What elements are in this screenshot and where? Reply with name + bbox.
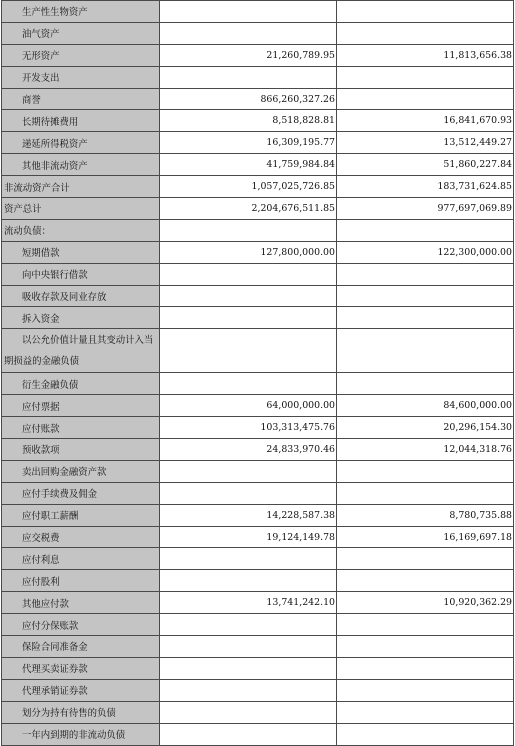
value-cell-prior [337,657,514,679]
row-label-cell: 其他应付款 [2,592,160,614]
value-cell-prior: 8,780,735.88 [337,504,514,526]
value-cell-current: 21,260,789.95 [160,44,337,66]
value-cell-current [160,701,337,723]
row-label-cell [2,329,160,373]
value-cell-prior [337,263,514,285]
table-row [2,526,514,548]
value-cell-current [160,285,337,307]
value-cell-prior [337,285,514,307]
row-label-cell: 递延所得税资产 [2,132,160,154]
row-label-cell: 衍生金融负债 [2,373,160,395]
table-row [2,110,514,132]
table-row [2,263,514,285]
value-cell-prior: 16,169,697.18 [337,526,514,548]
row-label-cell: 油气资产 [2,22,160,44]
value-cell-current [160,723,337,745]
table-row [2,701,514,723]
value-cell-current: 127,800,000.00 [160,241,337,263]
row-label-cell: 无形资产 [2,44,160,66]
row-label-cell: 应交税费 [2,526,160,548]
value-cell-prior [337,614,514,636]
table-row [2,614,514,636]
value-cell-prior [337,1,514,23]
balance-sheet [1,0,513,746]
row-label-cell: 资产总计 [2,198,160,220]
row-label-cell: 代理承销证券款 [2,679,160,701]
value-cell-current: 2,204,676,511.85 [160,198,337,220]
table-row [2,44,514,66]
value-cell-current [160,614,337,636]
value-cell-prior: 84,600,000.00 [337,395,514,417]
value-cell-prior [337,219,514,241]
row-label-cell: 非流动资产合计 [2,176,160,198]
row-label-cell: 代理买卖证券款 [2,657,160,679]
value-cell-current [160,66,337,88]
value-cell-prior [337,636,514,658]
row-label-cell: 一年内到期的非流动负债 [2,723,160,745]
row-label-cell: 应付手续费及佣金 [2,482,160,504]
row-label-cell: 开发支出 [2,66,160,88]
value-cell-prior: 122,300,000.00 [337,241,514,263]
value-cell-prior: 10,920,362.29 [337,592,514,614]
value-cell-current [160,1,337,23]
value-cell-current [160,219,337,241]
value-cell-prior [337,723,514,745]
value-cell-current [160,482,337,504]
table-row [2,657,514,679]
table-row [2,417,514,439]
row-label-cell: 短期借款 [2,241,160,263]
row-label-cell: 吸收存款及同业存放 [2,285,160,307]
row-label-cell: 长期待摊费用 [2,110,160,132]
value-cell-current [160,570,337,592]
value-cell-prior: 12,044,318.76 [337,439,514,461]
table-row [2,723,514,745]
row-label-cell: 生产性生物资产 [2,1,160,23]
table-row [2,132,514,154]
value-cell-current [160,22,337,44]
value-cell-prior [337,679,514,701]
table-row [2,22,514,44]
table-row [2,570,514,592]
value-cell-current: 24,833,970.46 [160,439,337,461]
table-row [2,285,514,307]
row-label-cell: 商誉 [2,88,160,110]
value-cell-current: 64,000,000.00 [160,395,337,417]
row-label-cell: 划分为持有待售的负债 [2,701,160,723]
row-label-cell: 应付利息 [2,548,160,570]
value-cell-current: 41,759,984.84 [160,154,337,176]
row-label-line2: 期损益的金融负债 [4,355,80,367]
table-row [2,460,514,482]
row-label-cell: 流动负债： [2,219,160,241]
value-cell-prior: 11,813,656.38 [337,44,514,66]
value-cell-current [160,636,337,658]
row-label-cell: 应付职工薪酬 [2,504,160,526]
value-cell-current [160,307,337,329]
table-row [2,219,514,241]
value-cell-current [160,657,337,679]
table-row [2,154,514,176]
table-body [2,1,514,746]
value-cell-current: 13,741,242.10 [160,592,337,614]
value-cell-prior: 977,697,069.89 [337,198,514,220]
table-row [2,548,514,570]
value-cell-prior [337,482,514,504]
value-cell-prior: 183,731,624.85 [337,176,514,198]
row-label-cell: 其他非流动资产 [2,154,160,176]
table-row [2,395,514,417]
row-label-cell: 向中央银行借款 [2,263,160,285]
table-row [2,329,514,373]
table-row [2,241,514,263]
value-cell-prior [337,460,514,482]
value-cell-current [160,679,337,701]
value-cell-prior [337,548,514,570]
table-row [2,592,514,614]
value-cell-current: 1,057,025,726.85 [160,176,337,198]
value-cell-current [160,373,337,395]
table-row [2,439,514,461]
row-label-cell: 应付分保账款 [2,614,160,636]
row-label-cell: 应付股利 [2,570,160,592]
table-row [2,1,514,23]
value-cell-current: 19,124,149.78 [160,526,337,548]
value-cell-current [160,460,337,482]
value-cell-prior: 16,841,670.93 [337,110,514,132]
value-cell-current: 103,313,475.76 [160,417,337,439]
value-cell-current: 8,518,828.81 [160,110,337,132]
value-cell-prior [337,701,514,723]
table-row [2,198,514,220]
row-label-line1: 以公允价值计量且其变动计入当 [22,334,154,346]
table-row [2,307,514,329]
table-row [2,373,514,395]
row-label-cell: 卖出回购金融资产款 [2,460,160,482]
row-label-cell: 预收款项 [2,439,160,461]
value-cell-prior [337,329,514,373]
value-cell-current [160,263,337,285]
table-row [2,679,514,701]
value-cell-current: 16,309,195.77 [160,132,337,154]
row-label-cell: 保险合同准备金 [2,636,160,658]
value-cell-prior: 51,860,227.84 [337,154,514,176]
table-row [2,636,514,658]
balance-sheet-table [1,0,514,746]
value-cell-current: 14,228,587.38 [160,504,337,526]
table-row [2,88,514,110]
row-label-cell: 拆入资金 [2,307,160,329]
value-cell-prior [337,22,514,44]
table-row [2,176,514,198]
value-cell-prior [337,88,514,110]
row-label-cell: 应付账款 [2,417,160,439]
value-cell-current [160,329,337,373]
value-cell-current: 866,260,327.26 [160,88,337,110]
value-cell-prior [337,373,514,395]
value-cell-prior [337,570,514,592]
row-label-cell: 应付票据 [2,395,160,417]
table-row [2,482,514,504]
table-row [2,66,514,88]
value-cell-prior: 20,296,154.30 [337,417,514,439]
value-cell-prior [337,66,514,88]
table-row [2,504,514,526]
value-cell-prior [337,307,514,329]
value-cell-current [160,548,337,570]
value-cell-prior: 13,512,449.27 [337,132,514,154]
